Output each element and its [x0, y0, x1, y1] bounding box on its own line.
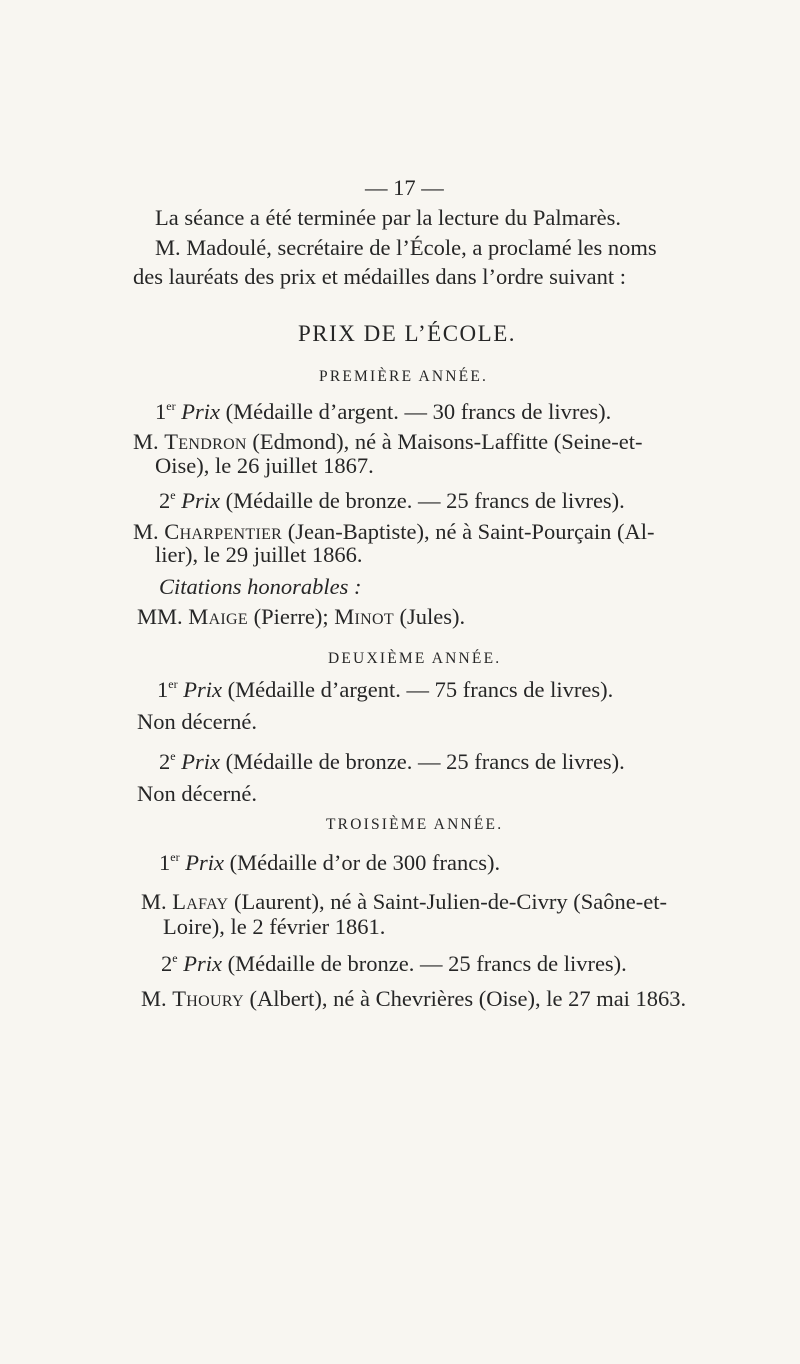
citations-list — [137, 606, 465, 629]
deuxieme-prize-1 — [157, 679, 613, 702]
honorific: M. — [141, 889, 167, 914]
ordinal: 1 — [159, 850, 171, 875]
surname: Charpentier — [164, 519, 283, 544]
premiere-winner-1-line-2: Oise), le 26 juillet 1867. — [155, 453, 374, 478]
prize-description: (Médaille d’or de 300 francs). — [229, 850, 501, 875]
deuxieme-prize-1-result: Non décerné. — [137, 709, 257, 734]
ordinal: 1 — [157, 677, 169, 702]
winner-details: (Jean-Baptiste), né à Saint-Pourçain (Al- — [287, 519, 655, 544]
deuxieme-prize-2 — [159, 751, 625, 774]
premiere-prize-2 — [159, 490, 625, 513]
section-heading-deuxieme: DEUXIÈME ANNÉE. — [328, 650, 502, 667]
troisieme-winner-2-line-1 — [141, 988, 686, 1011]
honorific: M. — [133, 519, 159, 544]
premiere-winner-2-line-2: lier), le 29 juillet 1866. — [155, 542, 363, 567]
ordinal: 2 — [159, 488, 171, 513]
citation-2-surname: Minot — [334, 604, 394, 629]
ordinal-suffix: er — [170, 850, 180, 864]
prize-description: (Médaille d’argent. — 75 francs de livres). — [227, 677, 614, 702]
intro-line-3: des lauréats des prix et médailles dans l’ordre suivant : — [133, 264, 626, 289]
prix-label: Prix — [181, 399, 220, 424]
premiere-prize-1 — [155, 401, 611, 424]
deuxieme-prize-2-result: Non décerné. — [137, 781, 257, 806]
prix-label: Prix — [183, 677, 222, 702]
citation-1-surname: Maige — [188, 604, 248, 629]
winner-details: (Edmond), né à Maisons-Laffitte (Seine-et- — [252, 429, 643, 454]
ordinal-suffix: er — [166, 399, 176, 413]
surname: Lafay — [172, 889, 229, 914]
winner-details: (Albert), né à Chevrières (Oise), le 27 mai 1863. — [249, 986, 687, 1011]
citations-label — [159, 576, 362, 599]
prix-label: Prix — [181, 488, 220, 513]
section-heading-troisieme: TROISIÈME ANNÉE. — [326, 816, 504, 833]
citation-2-firstname: (Jules). — [399, 604, 466, 629]
premiere-winner-1-line-1 — [133, 431, 643, 454]
ordinal-suffix: e — [170, 749, 176, 763]
citation-1-firstname: (Pierre); — [253, 604, 329, 629]
honorific-plural: MM. — [137, 604, 183, 629]
ordinal-suffix: e — [172, 951, 178, 965]
troisieme-prize-1 — [159, 852, 500, 875]
honorific: M. — [141, 986, 167, 1011]
main-heading: PRIX DE L’ÉCOLE. — [298, 321, 517, 346]
ordinal-suffix: er — [168, 677, 178, 691]
intro-line-2: M. Madoulé, secrétaire de l’École, a proclamé les noms — [155, 235, 657, 260]
citations-label-text: Citations honorables : — [159, 574, 362, 599]
honorific: M. — [133, 429, 159, 454]
troisieme-winner-1-line-1 — [141, 891, 667, 914]
ordinal: 2 — [161, 951, 173, 976]
section-heading-premiere: PREMIÈRE ANNÉE. — [319, 368, 489, 385]
troisieme-prize-2 — [161, 953, 627, 976]
prix-label: Prix — [185, 850, 224, 875]
ordinal-suffix: e — [170, 488, 176, 502]
prize-description: (Médaille d’argent. — 30 francs de livres). — [225, 399, 612, 424]
prize-description: (Médaille de bronze. — 25 francs de livres). — [225, 749, 625, 774]
surname: Thoury — [172, 986, 244, 1011]
prix-label: Prix — [183, 951, 222, 976]
prix-label: Prix — [181, 749, 220, 774]
page-number: — 17 — — [365, 175, 444, 200]
ordinal: 2 — [159, 749, 171, 774]
intro-line-1: La séance a été terminée par la lecture du Palmarès. — [155, 205, 621, 230]
surname: Tendron — [164, 429, 247, 454]
premiere-winner-2-line-1 — [133, 521, 655, 544]
winner-details: (Laurent), né à Saint-Julien-de-Civry (Saône-et- — [234, 889, 668, 914]
prize-description: (Médaille de bronze. — 25 francs de livres). — [227, 951, 627, 976]
troisieme-winner-1-line-2: Loire), le 2 février 1861. — [163, 914, 386, 939]
prize-description: (Médaille de bronze. — 25 francs de livres). — [225, 488, 625, 513]
ordinal: 1 — [155, 399, 167, 424]
